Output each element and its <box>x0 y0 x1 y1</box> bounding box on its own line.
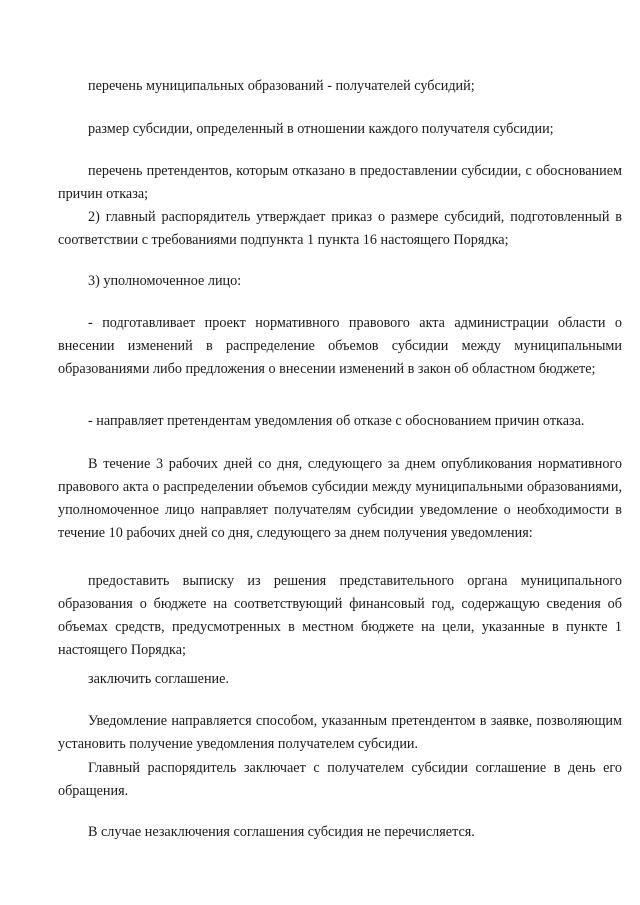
paragraph-agreement: заключить соглашение. <box>88 671 229 687</box>
paragraph-notification-term: В течение 3 рабочих дней со дня, следующего за днем опубликования нормативного правового акта о распределении объемов субсидии между муниципальными образованиями, уполномоченное лицо направляет получателям субсидии уведомление о необходимости в течение 10 рабочих дней со дня, следующего за днем получения уведомления: <box>58 456 622 541</box>
paragraph-item-2: 2) главный распорядитель утверждает приказ о размере субсидий, подготовленный в соответствии с требованиями подпункта 1 пункта 16 настоящего Порядка; <box>58 209 622 248</box>
paragraph-no-transfer: В случае незаключения соглашения субсидия не перечисляется. <box>88 824 475 840</box>
paragraph-rejection-notices: - направляет претендентам уведомления об отказе с обоснованием причин отказа. <box>88 413 585 429</box>
paragraph-conclusion-day: Главный распорядитель заключает с получателем субсидии соглашение в день его обращения. <box>58 760 622 799</box>
paragraph-recipients-list: перечень муниципальных образований - получателей субсидий; <box>88 78 475 94</box>
paragraph-item-3: 3) уполномоченное лицо: <box>88 273 242 289</box>
paragraph-draft-act: - подготавливает проект нормативного правового акта администрации области о внесении изменений в распределение объемов субсидии между муниципальными образованиями либо предложения о внесении изменений в закон об областном бюджете; <box>58 315 622 377</box>
paragraph-notification-method: Уведомление направляется способом, указанным претендентом в заявке, позволяющим установить получение уведомления получателем субсидии. <box>58 713 622 752</box>
paragraph-rejected-list: перечень претендентов, которым отказано в предоставлении субсидии, с обоснованием причин отказа; <box>58 163 622 202</box>
paragraph-subsidy-amount: размер субсидии, определенный в отношении каждого получателя субсидии; <box>88 121 554 137</box>
paragraph-extract: предоставить выписку из решения представительного органа муниципального образования о бюджете на соответствующий финансовый год, содержащую сведения об объемах средств, предусмотренных в местном бюджете на цели, указанные в пункте 1 настоящего Порядка; <box>58 573 622 658</box>
